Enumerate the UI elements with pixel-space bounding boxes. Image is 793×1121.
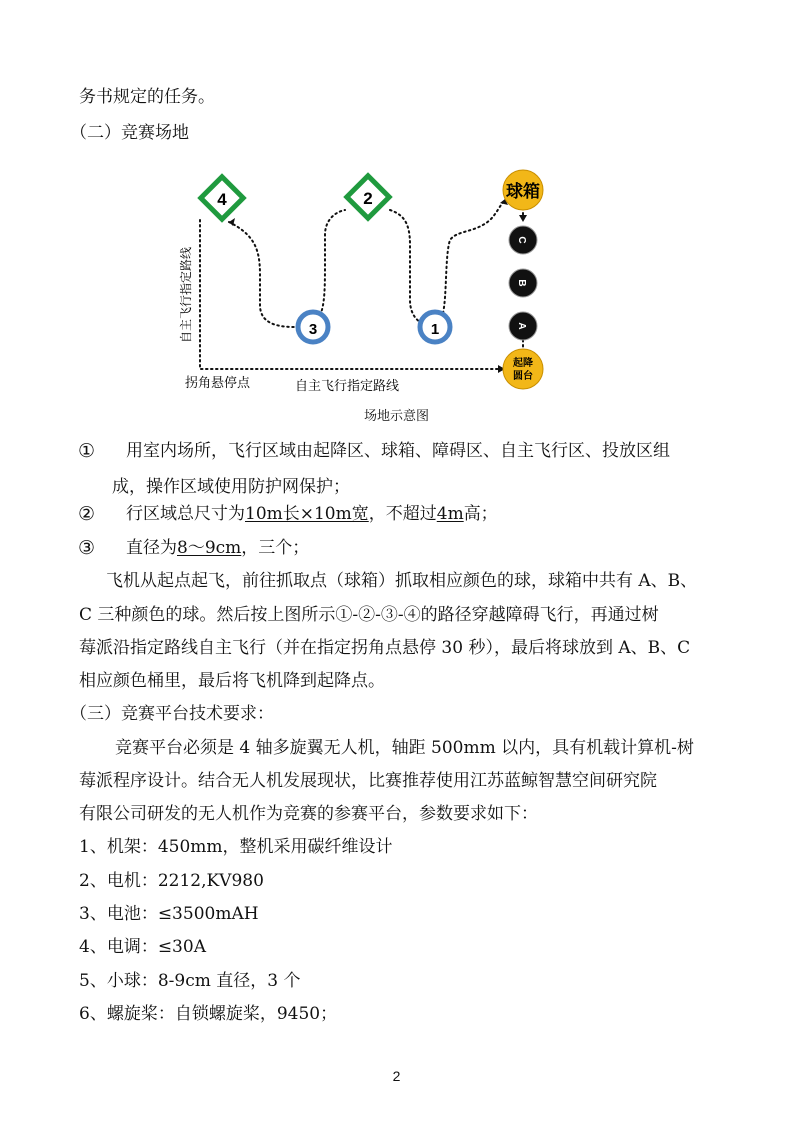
list-item-2: 行区域总尺寸为10m长×10m宽，不超过4m高； bbox=[126, 504, 498, 524]
vertical-route-label: 自主飞行指定路线 bbox=[179, 246, 193, 344]
label-4: 4 bbox=[217, 190, 227, 209]
arrow-c-icon bbox=[519, 215, 527, 222]
takeoff-label-1: 起降 bbox=[513, 358, 533, 369]
list-marker-2: ② bbox=[78, 503, 96, 525]
list-item-3: 直径为8～9cm，三个； bbox=[126, 538, 310, 558]
list-marker-3: ③ bbox=[78, 537, 96, 559]
spec-frame: 1、机架：450mm，整机采用碳纤维设计 bbox=[79, 837, 393, 857]
bin-a bbox=[509, 312, 537, 340]
bin-b-label: B bbox=[516, 279, 527, 287]
ball-box-label: 球箱 bbox=[506, 182, 540, 202]
bin-a-label: A bbox=[516, 322, 527, 330]
spec-ball: 5、小球：8-9cm 直径，3 个 bbox=[79, 971, 301, 991]
continuation-text: 务书规定的任务。 bbox=[79, 87, 215, 107]
checkpoint-1 bbox=[420, 312, 450, 342]
label-3: 3 bbox=[308, 321, 318, 338]
spec-motor: 2、电机：2212,KV980 bbox=[79, 871, 264, 891]
para1-line2: C 三种颜色的球。然后按上图所示①-②-③-④的路径穿越障碍飞行，再通过树 bbox=[79, 605, 659, 625]
route-3-2 bbox=[320, 210, 345, 315]
list-marker-1: ① bbox=[78, 440, 96, 462]
route-4-3 bbox=[229, 222, 295, 327]
spec-battery: 3、电池：≤3500mAH bbox=[79, 904, 259, 924]
list-item-1-line2: 成，操作区域使用防护网保护； bbox=[112, 477, 350, 497]
bin-b bbox=[509, 269, 537, 297]
spec-propeller: 6、螺旋桨：自锁螺旋桨，9450； bbox=[79, 1004, 338, 1024]
page-number: 2 bbox=[392, 1068, 401, 1084]
spec-esc: 4、电调：≤30A bbox=[79, 937, 206, 957]
label-2: 2 bbox=[363, 189, 373, 208]
figure-caption: 场地示意图 bbox=[363, 409, 429, 424]
para2-line1: 竞赛平台必须是 4 轴多旋翼无人机，轴距 500mm 以内，具有机载计算机-树 bbox=[115, 738, 694, 758]
horizontal-route-label: 自主飞行指定路线 bbox=[295, 379, 400, 394]
venue-diagram bbox=[175, 165, 555, 400]
checkpoint-4 bbox=[201, 177, 243, 219]
takeoff-platform bbox=[503, 349, 543, 389]
checkpoint-2 bbox=[347, 176, 389, 218]
route-2-1 bbox=[390, 210, 427, 325]
takeoff-label-2: 圆台 bbox=[513, 371, 533, 382]
ball-box bbox=[503, 170, 543, 210]
bin-c-label: C bbox=[516, 236, 527, 244]
bin-c bbox=[509, 226, 537, 254]
turn-hover-label: 拐角悬停点 bbox=[185, 376, 251, 391]
para1-line1: 飞机从起点起飞，前往抓取点（球箱）抓取相应颜色的球，球箱中共有 A、B、 bbox=[106, 571, 698, 591]
section-2-title: （二）竞赛场地 bbox=[70, 123, 189, 143]
checkpoint-3 bbox=[298, 312, 328, 342]
route-vertical bbox=[200, 220, 505, 369]
label-1: 1 bbox=[430, 321, 440, 338]
para2-line2: 莓派程序设计。结合无人机发展现状，比赛推荐使用江苏蓝鲸智慧空间研究院 bbox=[79, 771, 657, 791]
section-3-title: （三）竞赛平台技术要求： bbox=[70, 704, 274, 724]
para1-line3: 莓派沿指定路线自主飞行（并在指定拐角点悬停 30 秒），最后将球放到 A、B、C bbox=[79, 638, 691, 658]
list-item-1-line1: 用室内场所，飞行区域由起降区、球箱、障碍区、自主飞行区、投放区组 bbox=[126, 441, 670, 461]
para1-line4: 相应颜色桶里，最后将飞机降到起降点。 bbox=[79, 671, 385, 691]
para2-line3: 有限公司研发的无人机作为竞赛的参赛平台，参数要求如下： bbox=[79, 804, 538, 824]
route-1-box bbox=[443, 200, 505, 313]
